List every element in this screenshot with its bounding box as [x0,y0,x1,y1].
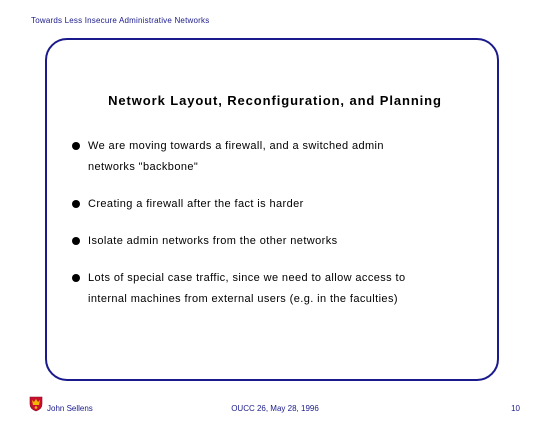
bullet-list [72,136,472,326]
bullet-text-line: Isolate admin networks from the other networks [88,235,338,247]
bullet-text-line: We are moving towards a firewall, and a switched admin [88,140,384,152]
bullet-dot-icon [72,142,80,150]
slide-title: Network Layout, Reconfiguration, and Planning [108,93,442,108]
bullet-item [72,194,472,215]
bullet-text-line: Creating a firewall after the fact is harder [88,198,304,210]
bullet-dot-icon [72,237,80,245]
bullet-item [72,231,472,252]
bullet-item [72,136,472,178]
bullet-text-line: networks "backbone" [88,161,199,173]
bullet-item [72,268,472,310]
bullet-dot-icon [72,274,80,282]
bullet-text-line: Lots of special case traffic, since we need to allow access to [88,272,406,284]
bullet-text-line: internal machines from external users (e.g. in the faculties) [88,293,398,305]
footer-event: OUCC 26, May 28, 1996 [231,404,319,413]
bullet-dot-icon [72,200,80,208]
page-number: 10 [511,404,520,413]
slide-header: Towards Less Insecure Administrative Networks [31,16,210,25]
footer-author: John Sellens [47,404,93,413]
